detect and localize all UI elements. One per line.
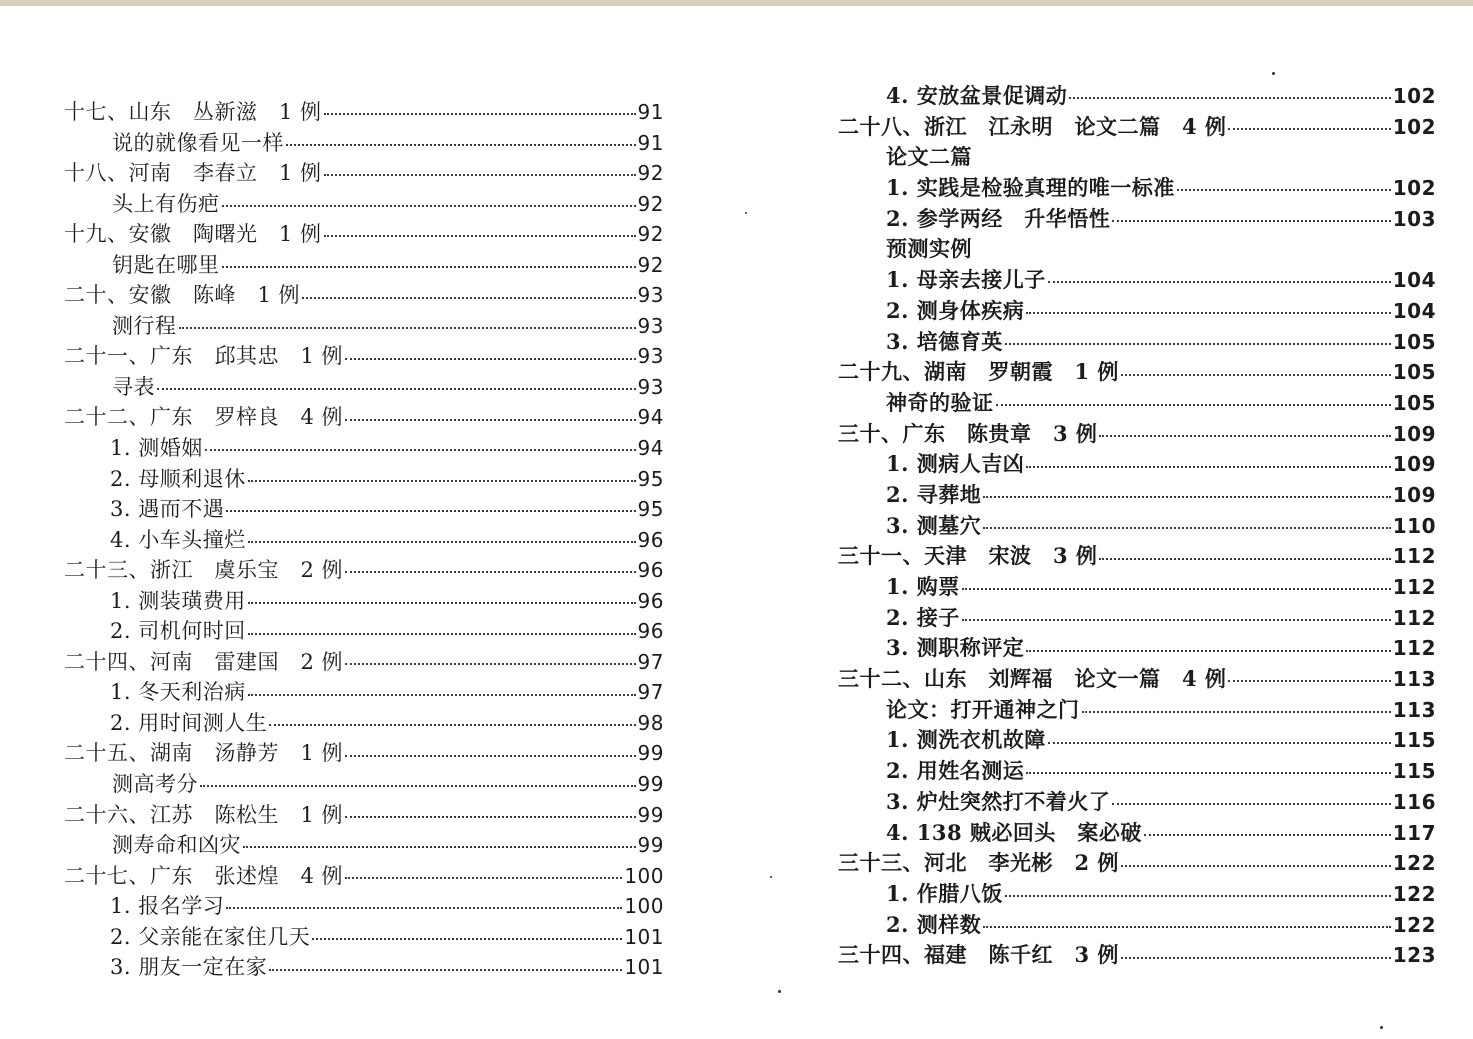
toc-entry-title: 十七、山东 丛新滋 1 例 [64,100,322,124]
toc-sub-entry [64,676,664,707]
toc-entry-title: 1. 测洗衣机故障 [886,727,1046,753]
toc-sub-entry [64,524,664,555]
dot-leader [248,541,636,543]
toc-chapter-entry [64,554,664,585]
toc-chapter-entry [838,540,1436,571]
toc-chapter-entry [838,939,1436,970]
scan-speck [778,990,781,993]
toc-entry-title: 神奇的验证 [886,389,994,415]
dot-leader [983,496,1391,498]
dot-leader [1005,895,1391,897]
toc-page-number: 99 [637,833,664,858]
toc-page-number: 92 [637,191,664,216]
toc-entry-title: 1. 测装璜费用 [110,588,246,613]
toc-sub-entry [64,615,664,646]
toc-entry-title: 十九、安徽 陶曙光 1 例 [64,222,322,247]
dot-leader [243,846,636,848]
dot-leader [179,327,636,329]
toc-entry-title: 二十六、江苏 陈松生 1 例 [64,802,344,827]
toc-page-number: 97 [637,680,664,705]
left-page-toc [64,96,664,982]
toc-page-number: 92 [637,222,664,247]
toc-page-number: 93 [637,374,664,399]
dot-leader [1082,711,1391,713]
toc-entry-title: 三十四、福建 陈千红 3 例 [838,942,1119,968]
dot-leader [286,144,636,146]
toc-sub-entry [64,585,664,616]
toc-sub-entry [838,909,1436,940]
toc-entry-title: 论文：打开通神之门 [886,696,1080,722]
toc-entry-title: 三十三、河北 李光彬 2 例 [838,850,1119,876]
toc-page-number: 113 [1392,697,1436,722]
toc-entry-title: 三十、广东 陈贵章 3 例 [838,420,1098,446]
dot-leader [1121,865,1391,867]
toc-page-number: 101 [624,955,664,980]
toc-page-number: 95 [637,466,664,491]
dot-leader [1026,312,1391,314]
toc-page-number: 112 [1392,636,1436,661]
toc-page-number: 97 [637,649,664,674]
dot-leader [248,602,636,604]
toc-page-number: 109 [1392,482,1436,507]
toc-page-number: 94 [637,436,664,461]
toc-sub-entry [838,479,1436,510]
toc-entry-title: 2. 测身体疾病 [886,297,1025,323]
toc-sub-entry [64,829,664,860]
dot-leader [345,419,636,421]
toc-entry-title: 测寿命和凶灾 [112,833,241,858]
toc-sub-entry [838,602,1436,633]
toc-page-number: 96 [637,619,664,644]
dot-leader [1099,558,1390,560]
toc-entry-title: 预测实例 [886,236,972,262]
toc-page-number: 98 [637,710,664,735]
toc-chapter-entry [64,96,664,127]
toc-chapter-entry [838,847,1436,878]
toc-entry-title: 头上有伤疤 [112,191,220,216]
dot-leader [1121,374,1391,376]
toc-entry-title: 1. 报名学习 [110,894,225,919]
dot-leader [205,449,636,451]
scan-speck [770,876,772,878]
toc-page-number: 96 [637,588,664,613]
toc-chapter-entry [64,860,664,891]
toc-page-number: 96 [637,527,664,552]
dot-leader [324,235,636,237]
dot-leader [1177,189,1391,191]
toc-entry-title: 2. 接子 [886,604,960,630]
toc-page-number: 104 [1392,268,1436,293]
dot-leader [996,404,1391,406]
toc-entry-title: 1. 购票 [886,574,960,599]
toc-sub-entry [64,890,664,921]
dot-leader [269,969,622,971]
toc-page-number: 92 [637,161,664,186]
toc-page-number: 102 [1392,176,1436,201]
toc-sub-entry [838,694,1436,725]
toc-entry-title: 二十五、湖南 汤静芳 1 例 [64,741,344,766]
toc-page-number: 99 [637,741,664,766]
toc-page-number: 122 [1392,881,1436,906]
toc-chapter-entry [838,418,1436,449]
toc-page-number: 92 [637,252,664,277]
dot-leader [1069,97,1391,99]
dot-leader [248,480,636,482]
toc-entry-title: 2. 父亲能在家住几天 [110,924,311,949]
toc-page-number: 95 [637,497,664,522]
toc-entry-title: 2. 司机何时回 [110,619,246,644]
toc-sub-entry [64,921,664,952]
toc-page-number: 102 [1392,114,1436,139]
toc-entry-title: 1. 实践是检验真理的唯一标准 [886,175,1175,201]
toc-sub-entry [64,463,664,494]
toc-entry-title: 二十八、浙江 江永明 论文二篇 4 例 [838,113,1227,139]
dot-leader [312,938,622,940]
toc-sub-entry [838,203,1436,234]
toc-entry-title: 1. 作腊八饭 [886,880,1003,906]
toc-entry-title: 2. 母顺利退休 [110,466,246,491]
toc-page-number: 112 [1392,605,1436,630]
toc-entry-title: 4. 安放盆景促调动 [886,83,1068,108]
toc-entry-title: 3. 培德育英 [886,328,1003,354]
dot-leader [200,785,636,787]
right-page-toc [838,80,1436,970]
toc-sub-entry [838,264,1436,295]
toc-entry-title: 3. 遇而不遇 [110,497,225,522]
toc-chapter-entry [64,401,664,432]
toc-page-number: 109 [1392,421,1436,446]
toc-entry-title: 三十二、山东 刘辉福 论文一篇 4 例 [838,666,1227,692]
toc-sub-entry [838,878,1436,909]
toc-sub-entry [64,371,664,402]
dot-leader [345,877,622,879]
toc-entry-title: 二十七、广东 张述煌 4 例 [64,863,344,888]
scan-speck [1380,1026,1383,1029]
toc-page-number: 105 [1392,390,1436,415]
scan-speck [745,212,747,214]
toc-sub-entry [838,141,1436,172]
toc-chapter-entry [64,279,664,310]
toc-sub-entry [64,707,664,738]
toc-page-number: 113 [1392,667,1436,692]
dot-leader [226,510,635,512]
toc-sub-entry [64,310,664,341]
dot-leader [1026,650,1391,652]
toc-page-number: 99 [637,772,664,797]
toc-page-number: 123 [1392,943,1436,968]
toc-chapter-entry [64,340,664,371]
toc-chapter-entry [64,157,664,188]
toc-entry-title: 2. 测样数 [886,911,982,937]
toc-page-number: 101 [624,924,664,949]
toc-sub-entry [838,817,1436,848]
toc-entry-title: 2. 参学两经 升华悟性 [886,205,1111,231]
dot-leader [1005,343,1391,345]
toc-sub-entry [64,951,664,982]
toc-entry-title: 二十三、浙江 虞乐宝 2 例 [64,558,344,583]
toc-page-number: 96 [637,558,664,583]
toc-page-number: 99 [637,802,664,827]
toc-entry-title: 3. 朋友一定在家 [110,955,268,980]
toc-sub-entry [64,432,664,463]
toc-sub-entry [838,172,1436,203]
dot-leader [1099,435,1390,437]
toc-sub-entry [838,295,1436,326]
toc-page-number: 110 [1392,513,1436,538]
scan-speck [1272,72,1275,75]
toc-sub-entry [838,571,1436,602]
toc-entry-title: 2. 用时间测人生 [110,710,268,735]
toc-page-number: 100 [624,863,664,888]
toc-chapter-entry [838,356,1436,387]
toc-page-number: 117 [1392,820,1436,845]
toc-page-number: 115 [1392,728,1436,753]
toc-page-number: 104 [1392,298,1436,323]
dot-leader [345,358,636,360]
toc-page-number: 93 [637,344,664,369]
dot-leader [345,816,636,818]
dot-leader [1026,466,1391,468]
toc-entry-title: 1. 测婚姻 [110,436,203,461]
toc-entry-title: 二十九、湖南 罗朝霞 1 例 [838,359,1119,385]
dot-leader [269,724,635,726]
dot-leader [1048,742,1391,744]
dot-leader [1228,680,1390,682]
dot-leader [962,619,1391,621]
toc-entry-title: 3. 炉灶突然打不着火了 [886,788,1111,814]
dot-leader [222,205,636,207]
toc-entry-title: 1. 冬天利治病 [110,680,246,705]
dot-leader [222,266,636,268]
toc-entry-title: 三十一、天津 宋波 3 例 [838,543,1098,569]
dot-leader [248,694,636,696]
dot-leader [345,663,636,665]
toc-entry-title: 3. 测职称评定 [886,635,1025,661]
dot-leader [1026,772,1391,774]
toc-entry-title: 二十一、广东 邱其忠 1 例 [64,344,344,369]
toc-page-number: 122 [1392,851,1436,876]
toc-sub-entry [64,249,664,280]
toc-page-number: 91 [637,100,664,124]
dot-leader [302,297,636,299]
toc-chapter-entry [64,799,664,830]
dot-leader [324,113,636,115]
toc-sub-entry [838,80,1436,111]
toc-page-number: 93 [637,313,664,338]
toc-sub-entry [838,387,1436,418]
toc-entry-title: 2. 寻葬地 [886,481,982,507]
toc-sub-entry [838,724,1436,755]
toc-chapter-entry [838,111,1436,142]
toc-sub-entry [64,188,664,219]
dot-leader [345,571,636,573]
toc-sub-entry [838,755,1436,786]
toc-page-number: 93 [637,283,664,308]
dot-leader [248,633,636,635]
toc-page-number: 122 [1392,912,1436,937]
dot-leader [226,907,622,909]
toc-sub-entry [838,786,1436,817]
toc-chapter-entry [64,646,664,677]
dot-leader [962,588,1391,590]
toc-entry-title: 二十四、河南 雷建国 2 例 [64,649,344,674]
toc-entry-title: 1. 母亲去接儿子 [886,267,1046,293]
toc-sub-entry [838,448,1436,479]
toc-page-number: 112 [1392,544,1436,569]
toc-entry-title: 说的就像看见一样 [112,130,284,155]
toc-page-number: 103 [1392,206,1436,231]
toc-sub-entry [64,493,664,524]
dot-leader [1121,957,1391,959]
toc-sub-entry [838,510,1436,541]
toc-entry-title: 4. 138 贼必回头 案必破 [886,819,1142,845]
dot-leader [1144,834,1391,836]
toc-chapter-entry [838,663,1436,694]
dot-leader [345,755,636,757]
toc-chapter-entry [64,218,664,249]
toc-entry-title: 二十二、广东 罗梓良 4 例 [64,405,344,430]
dot-leader [157,388,636,390]
toc-entry-title: 4. 小车头撞烂 [110,527,246,552]
toc-entry-title: 测行程 [112,313,177,338]
toc-chapter-entry [64,737,664,768]
toc-entry-title: 测高考分 [112,772,198,797]
dot-leader [983,926,1391,928]
dot-leader [1228,128,1390,130]
toc-page-number: 116 [1392,789,1436,814]
dot-leader [1048,281,1391,283]
toc-sub-entry [838,326,1436,357]
dot-leader [1112,803,1391,805]
toc-entry-title: 十八、河南 李春立 1 例 [64,161,322,186]
toc-page-number: 109 [1392,452,1436,477]
dot-leader [324,174,636,176]
toc-entry-title: 论文二篇 [886,144,972,170]
toc-entry-title: 二十、安徽 陈峰 1 例 [64,283,301,308]
toc-sub-entry [64,768,664,799]
toc-page-number: 100 [624,894,664,919]
dot-leader [1112,220,1391,222]
toc-entry-title: 寻表 [112,374,155,399]
toc-sub-entry [838,233,1436,264]
toc-sub-entry [64,127,664,158]
toc-page-number: 105 [1392,329,1436,354]
dot-leader [983,527,1391,529]
toc-entry-title: 钥匙在哪里 [112,252,220,277]
toc-page-number: 112 [1392,575,1436,599]
scan-top-border [0,0,1473,6]
toc-page-number: 91 [637,130,664,155]
toc-page-number: 94 [637,405,664,430]
toc-page-number: 102 [1392,84,1436,108]
toc-entry-title: 3. 测墓穴 [886,512,982,538]
toc-entry-title: 2. 用姓名测运 [886,758,1025,784]
toc-sub-entry [838,632,1436,663]
toc-page-number: 105 [1392,360,1436,385]
toc-entry-title: 1. 测病人吉凶 [886,451,1025,477]
toc-page-number: 115 [1392,759,1436,784]
